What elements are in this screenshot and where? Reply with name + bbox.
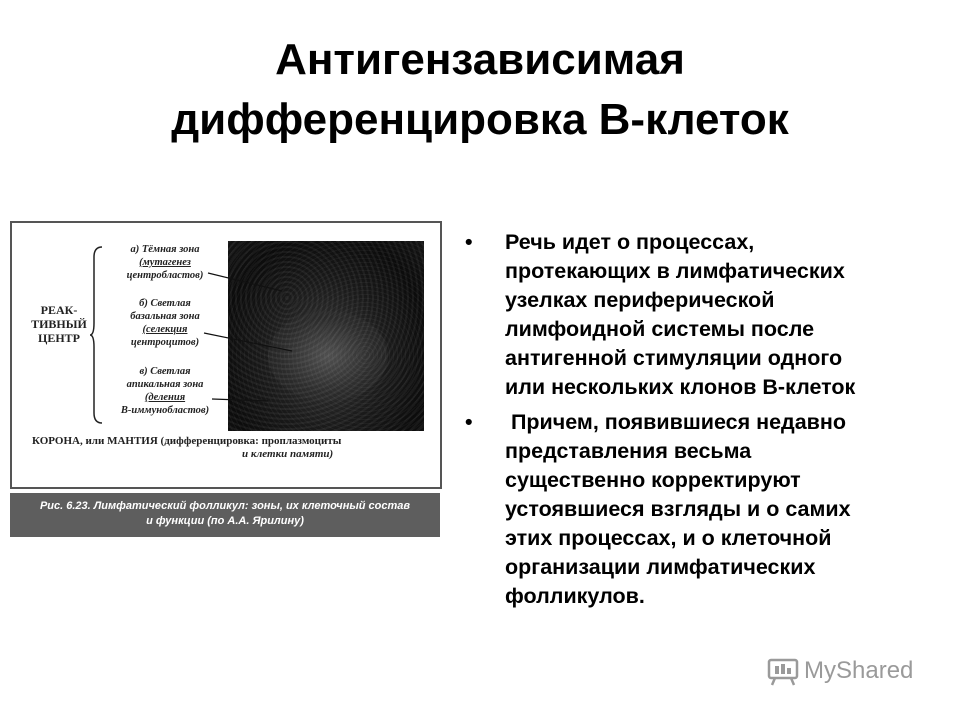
bullet-marker: •	[465, 230, 473, 254]
bullet-marker: •	[465, 410, 473, 434]
reactive-center-label: РЕАК- ТИВНЫЙ ЦЕНТР	[31, 303, 87, 345]
light-basal-zone-label: б) Светлая базальная зона (селекция центроцитов)	[130, 298, 200, 348]
watermark-text: MyShared	[804, 657, 914, 684]
bullet-item-2: • Причем, появившиеся недавно представления весьма существенно корректируют устоявшиеся взгляды и о самих этих процессах, и о клеточной организации лимфатических фолликулов.	[465, 410, 851, 608]
figure-frame	[10, 221, 442, 489]
dark-zone-label: а) Тёмная зона (мутагенез центробластов)	[126, 244, 204, 281]
lymph-follicle-figure	[10, 221, 440, 537]
bullet-list	[465, 228, 950, 611]
myshared-watermark	[766, 656, 913, 686]
figure-caption: Рис. 6.23. Лимфатический фолликул: зоны, их клеточный состав и функции (по А.А. Ярилину)	[10, 493, 440, 537]
bullet-item-1: • Речь идет о процессах, протекающих в лимфатических узелках периферической лимфоидной системы после антигенной стимуляции одного или нескольких клонов В-клеток	[465, 230, 856, 399]
title-line-2: дифференцировка В-клеток	[171, 95, 789, 144]
slide-title	[0, 30, 960, 150]
presentation-board-icon	[766, 656, 800, 686]
light-apical-zone-label: в) Светлая апикальная зона (деления В-иммунобластов)	[120, 366, 210, 416]
corona-mantle-label: КОРОНА, или МАНТИЯ (дифференцировка: проплазмоциты и клетки памяти)	[32, 435, 342, 460]
title-line-1: Антигензависимая	[275, 35, 685, 84]
